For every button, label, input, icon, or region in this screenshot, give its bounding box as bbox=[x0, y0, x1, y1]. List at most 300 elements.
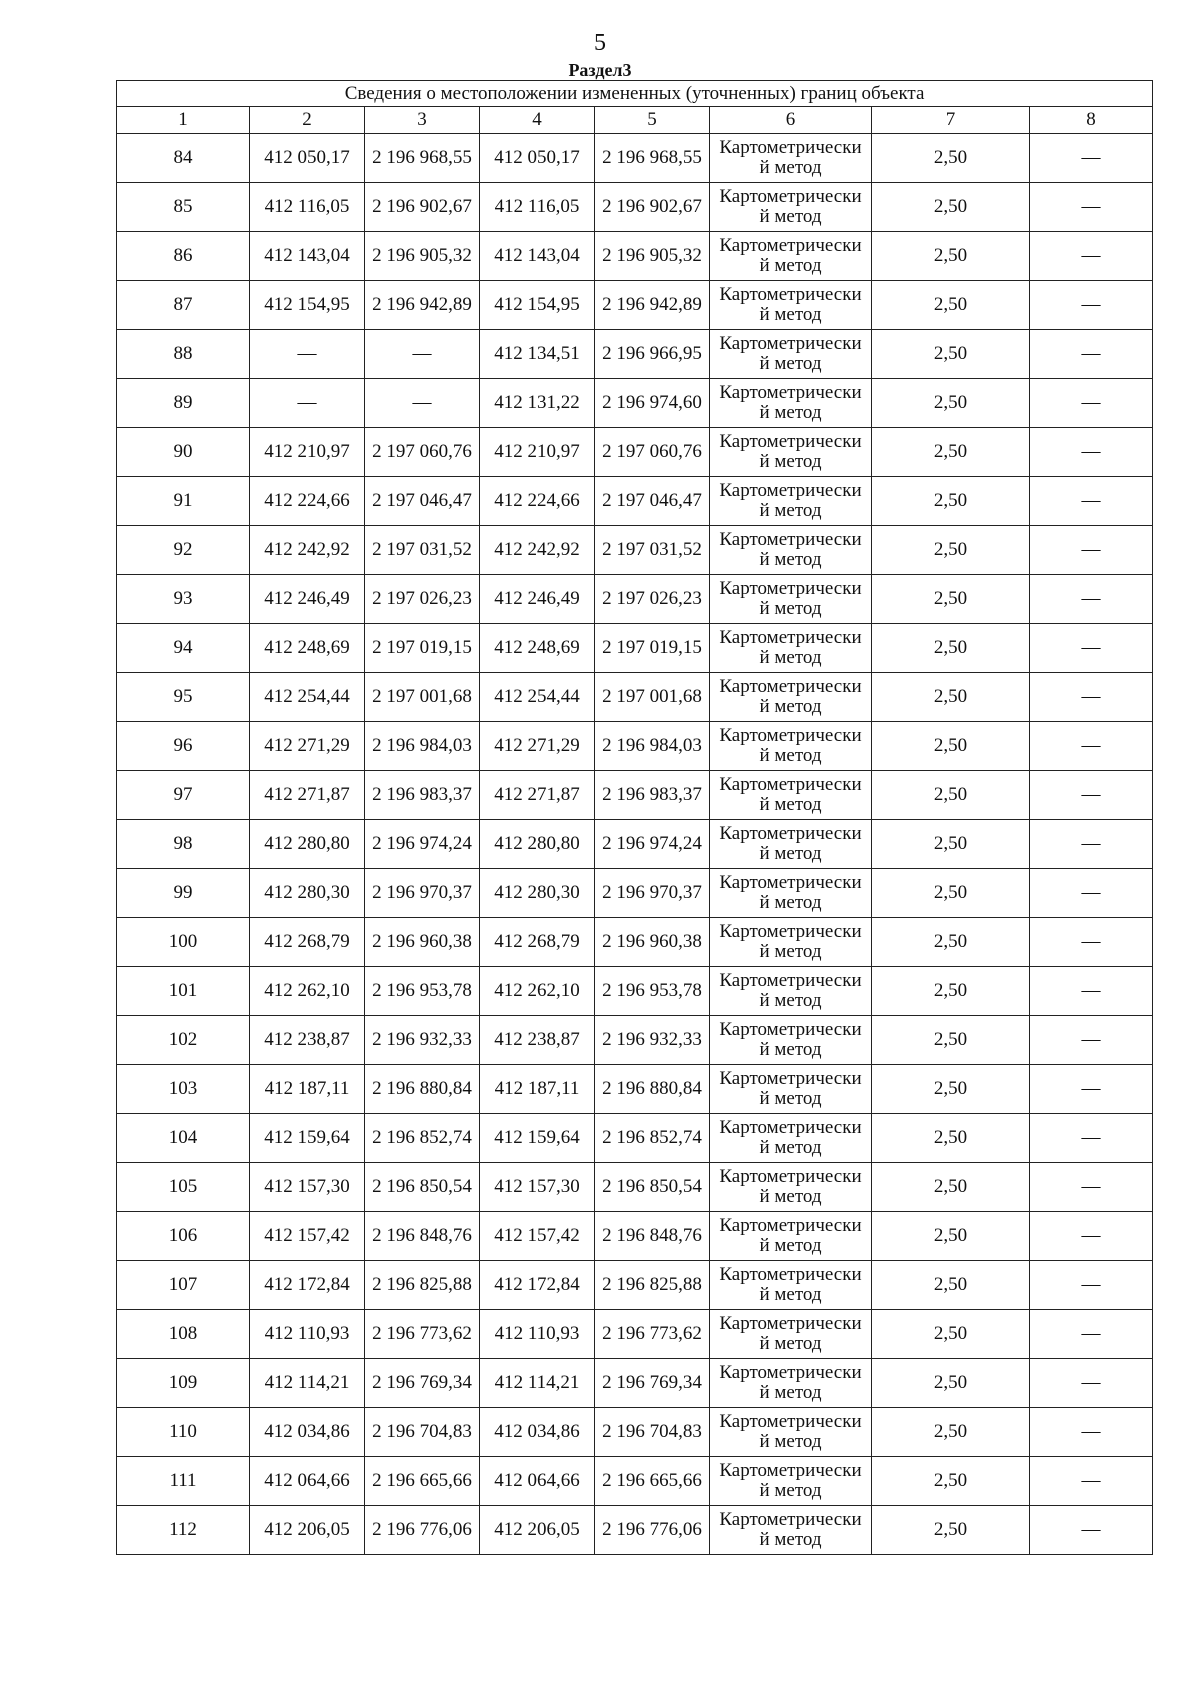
method-text-line: й метод bbox=[759, 206, 822, 227]
method-text-line: Картометрически bbox=[719, 333, 862, 354]
point-number-cell: 89 bbox=[117, 379, 250, 428]
method-text-line: й метод bbox=[759, 745, 822, 766]
method-text-line: й метод bbox=[759, 255, 822, 276]
y-new-cell: 2 197 046,47 bbox=[595, 477, 710, 526]
method-text-line: й метод bbox=[759, 843, 822, 864]
y-new-cell: 2 196 942,89 bbox=[595, 281, 710, 330]
point-number-cell: 108 bbox=[117, 1310, 250, 1359]
x-old-cell: 412 271,29 bbox=[250, 722, 365, 771]
x-new-cell: 412 268,79 bbox=[480, 918, 595, 967]
x-new-cell: 412 172,84 bbox=[480, 1261, 595, 1310]
note-cell: — bbox=[1030, 771, 1153, 820]
point-number-cell: 96 bbox=[117, 722, 250, 771]
point-number-cell: 100 bbox=[117, 918, 250, 967]
y-new-cell: 2 197 026,23 bbox=[595, 575, 710, 624]
y-new-cell: 2 196 984,03 bbox=[595, 722, 710, 771]
y-old-cell: 2 196 848,76 bbox=[365, 1212, 480, 1261]
note-cell: — bbox=[1030, 918, 1153, 967]
x-new-cell: 412 246,49 bbox=[480, 575, 595, 624]
table-row bbox=[117, 232, 1153, 281]
y-old-cell: 2 197 031,52 bbox=[365, 526, 480, 575]
method-text-line: Картометрически bbox=[719, 1460, 862, 1481]
method-text-line: Картометрически bbox=[719, 529, 862, 550]
method-text-line: Картометрически bbox=[719, 1264, 862, 1285]
x-old-cell: 412 187,11 bbox=[250, 1065, 365, 1114]
column-number: 1 bbox=[117, 107, 250, 134]
method-text-line: Картометрически bbox=[719, 284, 862, 305]
y-new-cell: 2 196 776,06 bbox=[595, 1506, 710, 1555]
point-number-cell: 84 bbox=[117, 134, 250, 183]
accuracy-cell: 2,50 bbox=[872, 967, 1030, 1016]
method-cell bbox=[710, 1457, 872, 1506]
method-cell bbox=[710, 820, 872, 869]
method-text-line: Картометрически bbox=[719, 921, 862, 942]
accuracy-cell: 2,50 bbox=[872, 673, 1030, 722]
method-text-line: й метод bbox=[759, 892, 822, 913]
x-new-cell: 412 187,11 bbox=[480, 1065, 595, 1114]
table-body bbox=[117, 134, 1153, 1555]
x-old-cell: 412 143,04 bbox=[250, 232, 365, 281]
accuracy-cell: 2,50 bbox=[872, 1065, 1030, 1114]
note-cell: — bbox=[1030, 379, 1153, 428]
table-row bbox=[117, 967, 1153, 1016]
table-row bbox=[117, 134, 1153, 183]
note-cell: — bbox=[1030, 1016, 1153, 1065]
table-row bbox=[117, 1114, 1153, 1163]
table-row bbox=[117, 1016, 1153, 1065]
accuracy-cell: 2,50 bbox=[872, 771, 1030, 820]
point-number-cell: 109 bbox=[117, 1359, 250, 1408]
table-row bbox=[117, 1212, 1153, 1261]
point-number-cell: 106 bbox=[117, 1212, 250, 1261]
point-number-cell: 90 bbox=[117, 428, 250, 477]
method-text-line: й метод bbox=[759, 1088, 822, 1109]
x-new-cell: 412 210,97 bbox=[480, 428, 595, 477]
method-text-line: й метод bbox=[759, 1039, 822, 1060]
y-old-cell: 2 196 984,03 bbox=[365, 722, 480, 771]
y-old-cell: 2 197 019,15 bbox=[365, 624, 480, 673]
x-old-cell: 412 159,64 bbox=[250, 1114, 365, 1163]
y-old-cell: 2 196 970,37 bbox=[365, 869, 480, 918]
x-new-cell: 412 134,51 bbox=[480, 330, 595, 379]
method-text-line: й метод bbox=[759, 1137, 822, 1158]
y-new-cell: 2 197 001,68 bbox=[595, 673, 710, 722]
y-new-cell: 2 196 852,74 bbox=[595, 1114, 710, 1163]
note-cell: — bbox=[1030, 428, 1153, 477]
method-cell bbox=[710, 281, 872, 330]
table-row bbox=[117, 526, 1153, 575]
x-old-cell: 412 238,87 bbox=[250, 1016, 365, 1065]
accuracy-cell: 2,50 bbox=[872, 1457, 1030, 1506]
y-old-cell: 2 196 905,32 bbox=[365, 232, 480, 281]
y-old-cell: 2 196 932,33 bbox=[365, 1016, 480, 1065]
accuracy-cell: 2,50 bbox=[872, 575, 1030, 624]
method-text-line: Картометрически bbox=[719, 676, 862, 697]
x-new-cell: 412 050,17 bbox=[480, 134, 595, 183]
x-old-cell: 412 116,05 bbox=[250, 183, 365, 232]
method-cell bbox=[710, 869, 872, 918]
point-number-cell: 91 bbox=[117, 477, 250, 526]
table-row bbox=[117, 722, 1153, 771]
method-text-line: Картометрически bbox=[719, 431, 862, 452]
x-old-cell: 412 157,30 bbox=[250, 1163, 365, 1212]
boundary-coordinates-table bbox=[116, 80, 1153, 1555]
method-text-line: Картометрически bbox=[719, 1117, 862, 1138]
y-old-cell: 2 196 773,62 bbox=[365, 1310, 480, 1359]
method-text-line: й метод bbox=[759, 304, 822, 325]
method-cell bbox=[710, 428, 872, 477]
accuracy-cell: 2,50 bbox=[872, 232, 1030, 281]
point-number-cell: 86 bbox=[117, 232, 250, 281]
method-text-line: Картометрически bbox=[719, 872, 862, 893]
x-new-cell: 412 143,04 bbox=[480, 232, 595, 281]
method-cell bbox=[710, 1506, 872, 1555]
method-text-line: й метод bbox=[759, 1431, 822, 1452]
note-cell: — bbox=[1030, 1065, 1153, 1114]
method-text-line: Картометрически bbox=[719, 1509, 862, 1530]
note-cell: — bbox=[1030, 624, 1153, 673]
y-old-cell: 2 196 825,88 bbox=[365, 1261, 480, 1310]
method-text-line: Картометрически bbox=[719, 823, 862, 844]
method-cell bbox=[710, 722, 872, 771]
y-new-cell: 2 196 825,88 bbox=[595, 1261, 710, 1310]
method-text-line: й метод bbox=[759, 157, 822, 178]
y-old-cell: 2 196 953,78 bbox=[365, 967, 480, 1016]
column-number: 3 bbox=[365, 107, 480, 134]
accuracy-cell: 2,50 bbox=[872, 820, 1030, 869]
method-cell bbox=[710, 134, 872, 183]
method-text-line: Картометрически bbox=[719, 1215, 862, 1236]
x-new-cell: 412 131,22 bbox=[480, 379, 595, 428]
method-text-line: й метод bbox=[759, 1284, 822, 1305]
method-cell bbox=[710, 1310, 872, 1359]
method-cell bbox=[710, 967, 872, 1016]
note-cell: — bbox=[1030, 281, 1153, 330]
accuracy-cell: 2,50 bbox=[872, 1212, 1030, 1261]
y-new-cell: 2 196 970,37 bbox=[595, 869, 710, 918]
accuracy-cell: 2,50 bbox=[872, 428, 1030, 477]
note-cell: — bbox=[1030, 477, 1153, 526]
x-old-cell: 412 248,69 bbox=[250, 624, 365, 673]
method-cell bbox=[710, 575, 872, 624]
y-old-cell: 2 196 902,67 bbox=[365, 183, 480, 232]
point-number-cell: 97 bbox=[117, 771, 250, 820]
x-new-cell: 412 248,69 bbox=[480, 624, 595, 673]
x-new-cell: 412 206,05 bbox=[480, 1506, 595, 1555]
table-row bbox=[117, 1065, 1153, 1114]
x-old-cell: 412 224,66 bbox=[250, 477, 365, 526]
method-text-line: й метод bbox=[759, 1382, 822, 1403]
table-row bbox=[117, 771, 1153, 820]
table-row bbox=[117, 1506, 1153, 1555]
y-new-cell: 2 196 773,62 bbox=[595, 1310, 710, 1359]
y-new-cell: 2 196 665,66 bbox=[595, 1457, 710, 1506]
point-number-cell: 98 bbox=[117, 820, 250, 869]
method-text-line: й метод bbox=[759, 941, 822, 962]
x-old-cell: 412 242,92 bbox=[250, 526, 365, 575]
y-old-cell: 2 196 776,06 bbox=[365, 1506, 480, 1555]
y-new-cell: 2 196 983,37 bbox=[595, 771, 710, 820]
table-row bbox=[117, 428, 1153, 477]
column-number-row bbox=[117, 107, 1153, 134]
table-row bbox=[117, 281, 1153, 330]
method-text-line: Картометрически bbox=[719, 480, 862, 501]
x-old-cell: 412 206,05 bbox=[250, 1506, 365, 1555]
table-row bbox=[117, 1163, 1153, 1212]
accuracy-cell: 2,50 bbox=[872, 918, 1030, 967]
table-row bbox=[117, 575, 1153, 624]
point-number-cell: 102 bbox=[117, 1016, 250, 1065]
x-old-cell: 412 050,17 bbox=[250, 134, 365, 183]
x-new-cell: 412 064,66 bbox=[480, 1457, 595, 1506]
accuracy-cell: 2,50 bbox=[872, 1114, 1030, 1163]
y-old-cell: 2 197 001,68 bbox=[365, 673, 480, 722]
method-text-line: й метод bbox=[759, 451, 822, 472]
y-new-cell: 2 197 019,15 bbox=[595, 624, 710, 673]
y-old-cell: 2 196 704,83 bbox=[365, 1408, 480, 1457]
x-new-cell: 412 157,42 bbox=[480, 1212, 595, 1261]
method-cell bbox=[710, 1212, 872, 1261]
method-text-line: Картометрически bbox=[719, 970, 862, 991]
y-old-cell: 2 196 665,66 bbox=[365, 1457, 480, 1506]
note-cell: — bbox=[1030, 673, 1153, 722]
y-new-cell: 2 196 968,55 bbox=[595, 134, 710, 183]
accuracy-cell: 2,50 bbox=[872, 134, 1030, 183]
y-new-cell: 2 197 031,52 bbox=[595, 526, 710, 575]
point-number-cell: 95 bbox=[117, 673, 250, 722]
point-number-cell: 99 bbox=[117, 869, 250, 918]
y-new-cell: 2 196 932,33 bbox=[595, 1016, 710, 1065]
point-number-cell: 103 bbox=[117, 1065, 250, 1114]
section-title: Раздел3 bbox=[568, 60, 632, 80]
note-cell: — bbox=[1030, 1359, 1153, 1408]
method-cell bbox=[710, 771, 872, 820]
y-new-cell: 2 196 848,76 bbox=[595, 1212, 710, 1261]
note-cell: — bbox=[1030, 134, 1153, 183]
point-number-cell: 85 bbox=[117, 183, 250, 232]
x-new-cell: 412 157,30 bbox=[480, 1163, 595, 1212]
method-text-line: Картометрически bbox=[719, 1166, 862, 1187]
x-old-cell: 412 064,66 bbox=[250, 1457, 365, 1506]
x-old-cell: 412 280,30 bbox=[250, 869, 365, 918]
method-text-line: Картометрически bbox=[719, 725, 862, 746]
method-text-line: й метод bbox=[759, 1333, 822, 1354]
note-cell: — bbox=[1030, 575, 1153, 624]
y-old-cell: 2 196 880,84 bbox=[365, 1065, 480, 1114]
x-new-cell: 412 154,95 bbox=[480, 281, 595, 330]
y-new-cell: 2 196 902,67 bbox=[595, 183, 710, 232]
method-cell bbox=[710, 1163, 872, 1212]
table-row bbox=[117, 1261, 1153, 1310]
x-old-cell: 412 254,44 bbox=[250, 673, 365, 722]
column-number: 7 bbox=[872, 107, 1030, 134]
y-new-cell: 2 196 850,54 bbox=[595, 1163, 710, 1212]
table-row bbox=[117, 624, 1153, 673]
accuracy-cell: 2,50 bbox=[872, 624, 1030, 673]
x-new-cell: 412 254,44 bbox=[480, 673, 595, 722]
x-new-cell: 412 116,05 bbox=[480, 183, 595, 232]
accuracy-cell: 2,50 bbox=[872, 1016, 1030, 1065]
note-cell: — bbox=[1030, 1408, 1153, 1457]
y-new-cell: 2 196 953,78 bbox=[595, 967, 710, 1016]
note-cell: — bbox=[1030, 330, 1153, 379]
accuracy-cell: 2,50 bbox=[872, 330, 1030, 379]
note-cell: — bbox=[1030, 1212, 1153, 1261]
y-new-cell: 2 196 960,38 bbox=[595, 918, 710, 967]
method-text-line: Картометрически bbox=[719, 774, 862, 795]
table-row bbox=[117, 477, 1153, 526]
table-row bbox=[117, 1359, 1153, 1408]
accuracy-cell: 2,50 bbox=[872, 379, 1030, 428]
note-cell: — bbox=[1030, 967, 1153, 1016]
method-text-line: й метод bbox=[759, 353, 822, 374]
x-new-cell: 412 280,30 bbox=[480, 869, 595, 918]
table-row bbox=[117, 379, 1153, 428]
method-text-line: й метод bbox=[759, 990, 822, 1011]
x-old-cell: 412 268,79 bbox=[250, 918, 365, 967]
y-old-cell: 2 196 850,54 bbox=[365, 1163, 480, 1212]
method-cell bbox=[710, 1261, 872, 1310]
method-text-line: й метод bbox=[759, 696, 822, 717]
point-number-cell: 112 bbox=[117, 1506, 250, 1555]
y-old-cell: 2 197 046,47 bbox=[365, 477, 480, 526]
column-number: 4 bbox=[480, 107, 595, 134]
y-old-cell: 2 196 974,24 bbox=[365, 820, 480, 869]
method-cell bbox=[710, 526, 872, 575]
y-old-cell: 2 196 942,89 bbox=[365, 281, 480, 330]
x-old-cell: 412 246,49 bbox=[250, 575, 365, 624]
point-number-cell: 101 bbox=[117, 967, 250, 1016]
table-row bbox=[117, 918, 1153, 967]
x-new-cell: 412 110,93 bbox=[480, 1310, 595, 1359]
y-old-cell: 2 196 769,34 bbox=[365, 1359, 480, 1408]
method-cell bbox=[710, 1359, 872, 1408]
point-number-cell: 94 bbox=[117, 624, 250, 673]
method-cell bbox=[710, 330, 872, 379]
x-old-cell: 412 034,86 bbox=[250, 1408, 365, 1457]
method-cell bbox=[710, 477, 872, 526]
x-new-cell: 412 114,21 bbox=[480, 1359, 595, 1408]
y-old-cell: 2 197 026,23 bbox=[365, 575, 480, 624]
accuracy-cell: 2,50 bbox=[872, 281, 1030, 330]
page-number: 5 bbox=[594, 30, 606, 56]
note-cell: — bbox=[1030, 1506, 1153, 1555]
x-new-cell: 412 271,29 bbox=[480, 722, 595, 771]
x-old-cell: — bbox=[250, 330, 365, 379]
y-new-cell: 2 196 974,24 bbox=[595, 820, 710, 869]
x-old-cell: 412 210,97 bbox=[250, 428, 365, 477]
accuracy-cell: 2,50 bbox=[872, 1408, 1030, 1457]
method-cell bbox=[710, 232, 872, 281]
accuracy-cell: 2,50 bbox=[872, 1163, 1030, 1212]
method-text-line: й метод bbox=[759, 1235, 822, 1256]
point-number-cell: 87 bbox=[117, 281, 250, 330]
column-number: 8 bbox=[1030, 107, 1153, 134]
method-text-line: Картометрически bbox=[719, 1313, 862, 1334]
method-text-line: Картометрически bbox=[719, 627, 862, 648]
accuracy-cell: 2,50 bbox=[872, 1506, 1030, 1555]
method-text-line: Картометрически bbox=[719, 1362, 862, 1383]
accuracy-cell: 2,50 bbox=[872, 183, 1030, 232]
y-new-cell: 2 196 769,34 bbox=[595, 1359, 710, 1408]
y-new-cell: 2 196 905,32 bbox=[595, 232, 710, 281]
method-cell bbox=[710, 183, 872, 232]
table-row bbox=[117, 330, 1153, 379]
table-caption: Сведения о местоположении измененных (уточненных) границ объекта bbox=[117, 81, 1153, 107]
point-number-cell: 88 bbox=[117, 330, 250, 379]
table-row bbox=[117, 1457, 1153, 1506]
x-old-cell: 412 172,84 bbox=[250, 1261, 365, 1310]
table-row bbox=[117, 869, 1153, 918]
method-text-line: Картометрически bbox=[719, 578, 862, 599]
column-number: 2 bbox=[250, 107, 365, 134]
note-cell: — bbox=[1030, 526, 1153, 575]
y-old-cell: 2 197 060,76 bbox=[365, 428, 480, 477]
x-old-cell: 412 271,87 bbox=[250, 771, 365, 820]
point-number-cell: 111 bbox=[117, 1457, 250, 1506]
method-text-line: й метод bbox=[759, 647, 822, 668]
table-row bbox=[117, 1310, 1153, 1359]
note-cell: — bbox=[1030, 1310, 1153, 1359]
method-text-line: й метод bbox=[759, 794, 822, 815]
point-number-cell: 93 bbox=[117, 575, 250, 624]
method-cell bbox=[710, 1065, 872, 1114]
method-text-line: й метод bbox=[759, 500, 822, 521]
point-number-cell: 110 bbox=[117, 1408, 250, 1457]
accuracy-cell: 2,50 bbox=[872, 1359, 1030, 1408]
y-new-cell: 2 196 966,95 bbox=[595, 330, 710, 379]
x-new-cell: 412 224,66 bbox=[480, 477, 595, 526]
x-new-cell: 412 262,10 bbox=[480, 967, 595, 1016]
method-cell bbox=[710, 673, 872, 722]
method-cell bbox=[710, 624, 872, 673]
method-text-line: Картометрически bbox=[719, 186, 862, 207]
method-text-line: й метод bbox=[759, 1480, 822, 1501]
method-text-line: й метод bbox=[759, 1529, 822, 1550]
method-cell bbox=[710, 918, 872, 967]
note-cell: — bbox=[1030, 1163, 1153, 1212]
y-old-cell: 2 196 968,55 bbox=[365, 134, 480, 183]
method-text-line: й метод bbox=[759, 1186, 822, 1207]
method-text-line: Картометрически bbox=[719, 137, 862, 158]
note-cell: — bbox=[1030, 1457, 1153, 1506]
method-cell bbox=[710, 1408, 872, 1457]
note-cell: — bbox=[1030, 232, 1153, 281]
note-cell: — bbox=[1030, 1261, 1153, 1310]
method-text-line: Картометрически bbox=[719, 1411, 862, 1432]
accuracy-cell: 2,50 bbox=[872, 477, 1030, 526]
method-text-line: й метод bbox=[759, 402, 822, 423]
method-text-line: й метод bbox=[759, 598, 822, 619]
method-cell bbox=[710, 379, 872, 428]
accuracy-cell: 2,50 bbox=[872, 722, 1030, 771]
x-new-cell: 412 034,86 bbox=[480, 1408, 595, 1457]
method-text-line: Картометрически bbox=[719, 1068, 862, 1089]
point-number-cell: 104 bbox=[117, 1114, 250, 1163]
point-number-cell: 105 bbox=[117, 1163, 250, 1212]
note-cell: — bbox=[1030, 183, 1153, 232]
x-old-cell: 412 157,42 bbox=[250, 1212, 365, 1261]
table-row bbox=[117, 673, 1153, 722]
y-new-cell: 2 196 704,83 bbox=[595, 1408, 710, 1457]
method-text-line: Картометрически bbox=[719, 235, 862, 256]
note-cell: — bbox=[1030, 1114, 1153, 1163]
note-cell: — bbox=[1030, 820, 1153, 869]
x-old-cell: 412 262,10 bbox=[250, 967, 365, 1016]
column-number: 5 bbox=[595, 107, 710, 134]
y-new-cell: 2 197 060,76 bbox=[595, 428, 710, 477]
x-old-cell: 412 280,80 bbox=[250, 820, 365, 869]
